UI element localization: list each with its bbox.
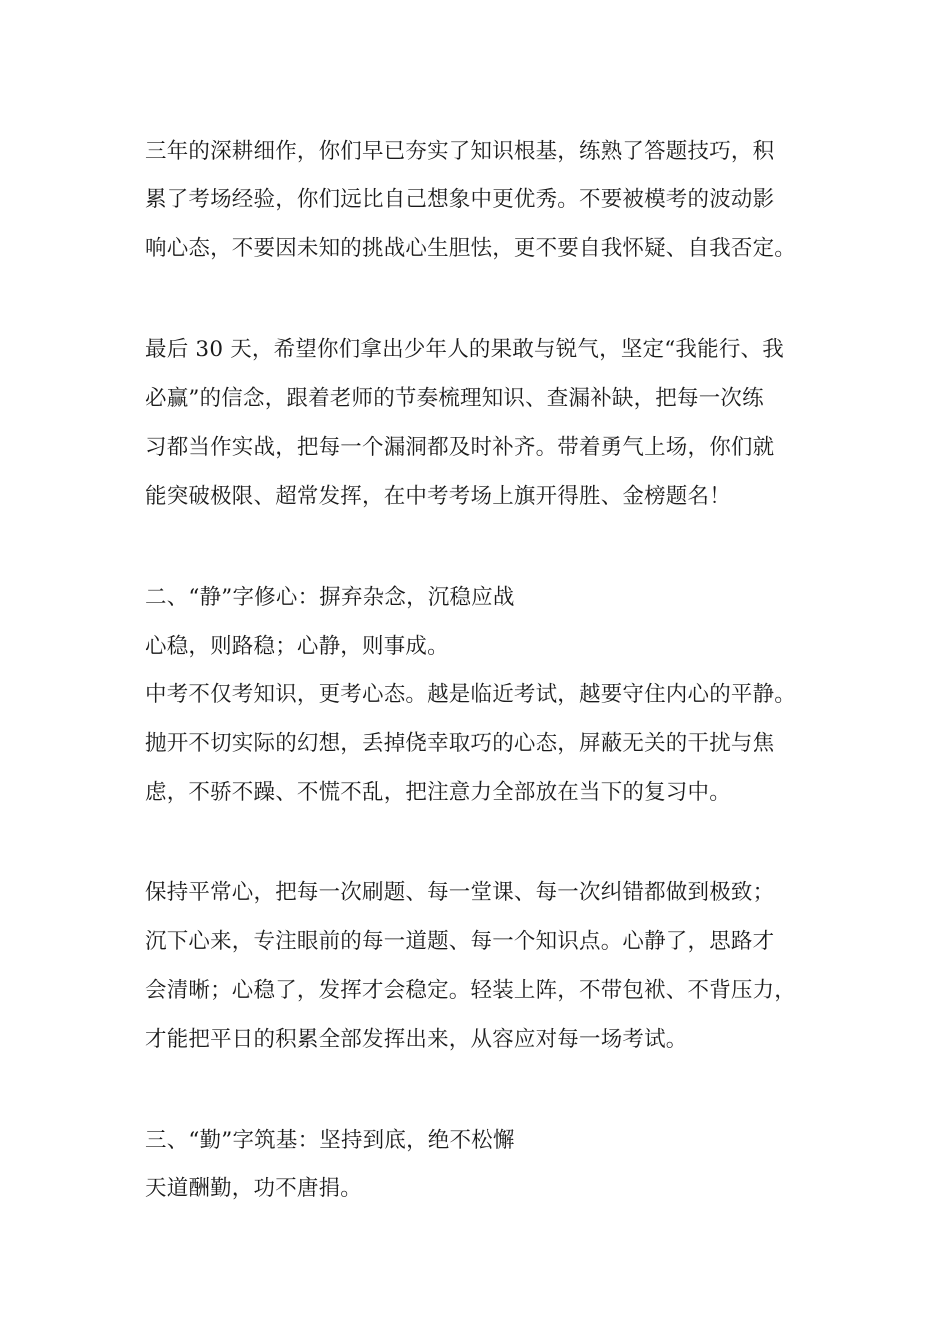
paragraph-3-line-2: 抛开不切实际的幻想，丢掉侥幸取巧的心态，屏蔽无关的干扰与焦 bbox=[145, 731, 775, 756]
paragraph-1-line-1: 三年的深耕细作，你们早已夯实了知识根基，练熟了答题技巧，积 bbox=[145, 139, 775, 164]
section-3-motto: 天道酬勤，功不唐捐。 bbox=[145, 1176, 363, 1201]
paragraph-1-line-2: 累了考场经验，你们远比自己想象中更优秀。不要被模考的波动影 bbox=[145, 187, 775, 212]
paragraph-4-line-4: 才能把平日的积累全部发挥出来，从容应对每一场考试。 bbox=[145, 1027, 688, 1052]
section-2-motto: 心稳，则路稳；心静，则事成。 bbox=[145, 634, 449, 659]
paragraph-2-line-2: 必赢”的信念，跟着老师的节奏梳理知识、查漏补缺，把每一次练 bbox=[145, 386, 764, 411]
paragraph-2-line-4: 能突破极限、超常发挥，在中考考场上旗开得胜、金榜题名！ bbox=[145, 484, 731, 509]
section-2-heading: 二、“静”字修心：摒弃杂念，沉稳应战 bbox=[145, 585, 515, 610]
paragraph-4-line-3: 会清晰；心稳了，发挥才会稳定。轻装上阵，不带包袱、不背压力， bbox=[145, 978, 797, 1003]
paragraph-3-line-1: 中考不仅考知识，更考心态。越是临近考试，越要守住内心的平静。 bbox=[145, 682, 797, 707]
paragraph-2-line-3: 习都当作实战，把每一个漏洞都及时补齐。带着勇气上场，你们就 bbox=[145, 435, 775, 460]
paragraph-4-line-1: 保持平常心，把每一次刷题、每一堂课、每一次纠错都做到极致； bbox=[145, 880, 775, 905]
paragraph-1-line-3: 响心态，不要因未知的挑战心生胆怯，更不要自我怀疑、自我否定。 bbox=[145, 236, 797, 261]
section-3-heading: 三、“勤”字筑基：坚持到底，绝不松懈 bbox=[145, 1128, 515, 1153]
paragraph-2-line-1: 最后 30 天，希望你们拿出少年人的果敢与锐气，坚定“我能行、我 bbox=[145, 337, 784, 362]
paragraph-4-line-2: 沉下心来，专注眼前的每一道题、每一个知识点。心静了，思路才 bbox=[145, 929, 775, 954]
paragraph-3-line-3: 虑，不骄不躁、不慌不乱，把注意力全部放在当下的复习中。 bbox=[145, 780, 731, 805]
